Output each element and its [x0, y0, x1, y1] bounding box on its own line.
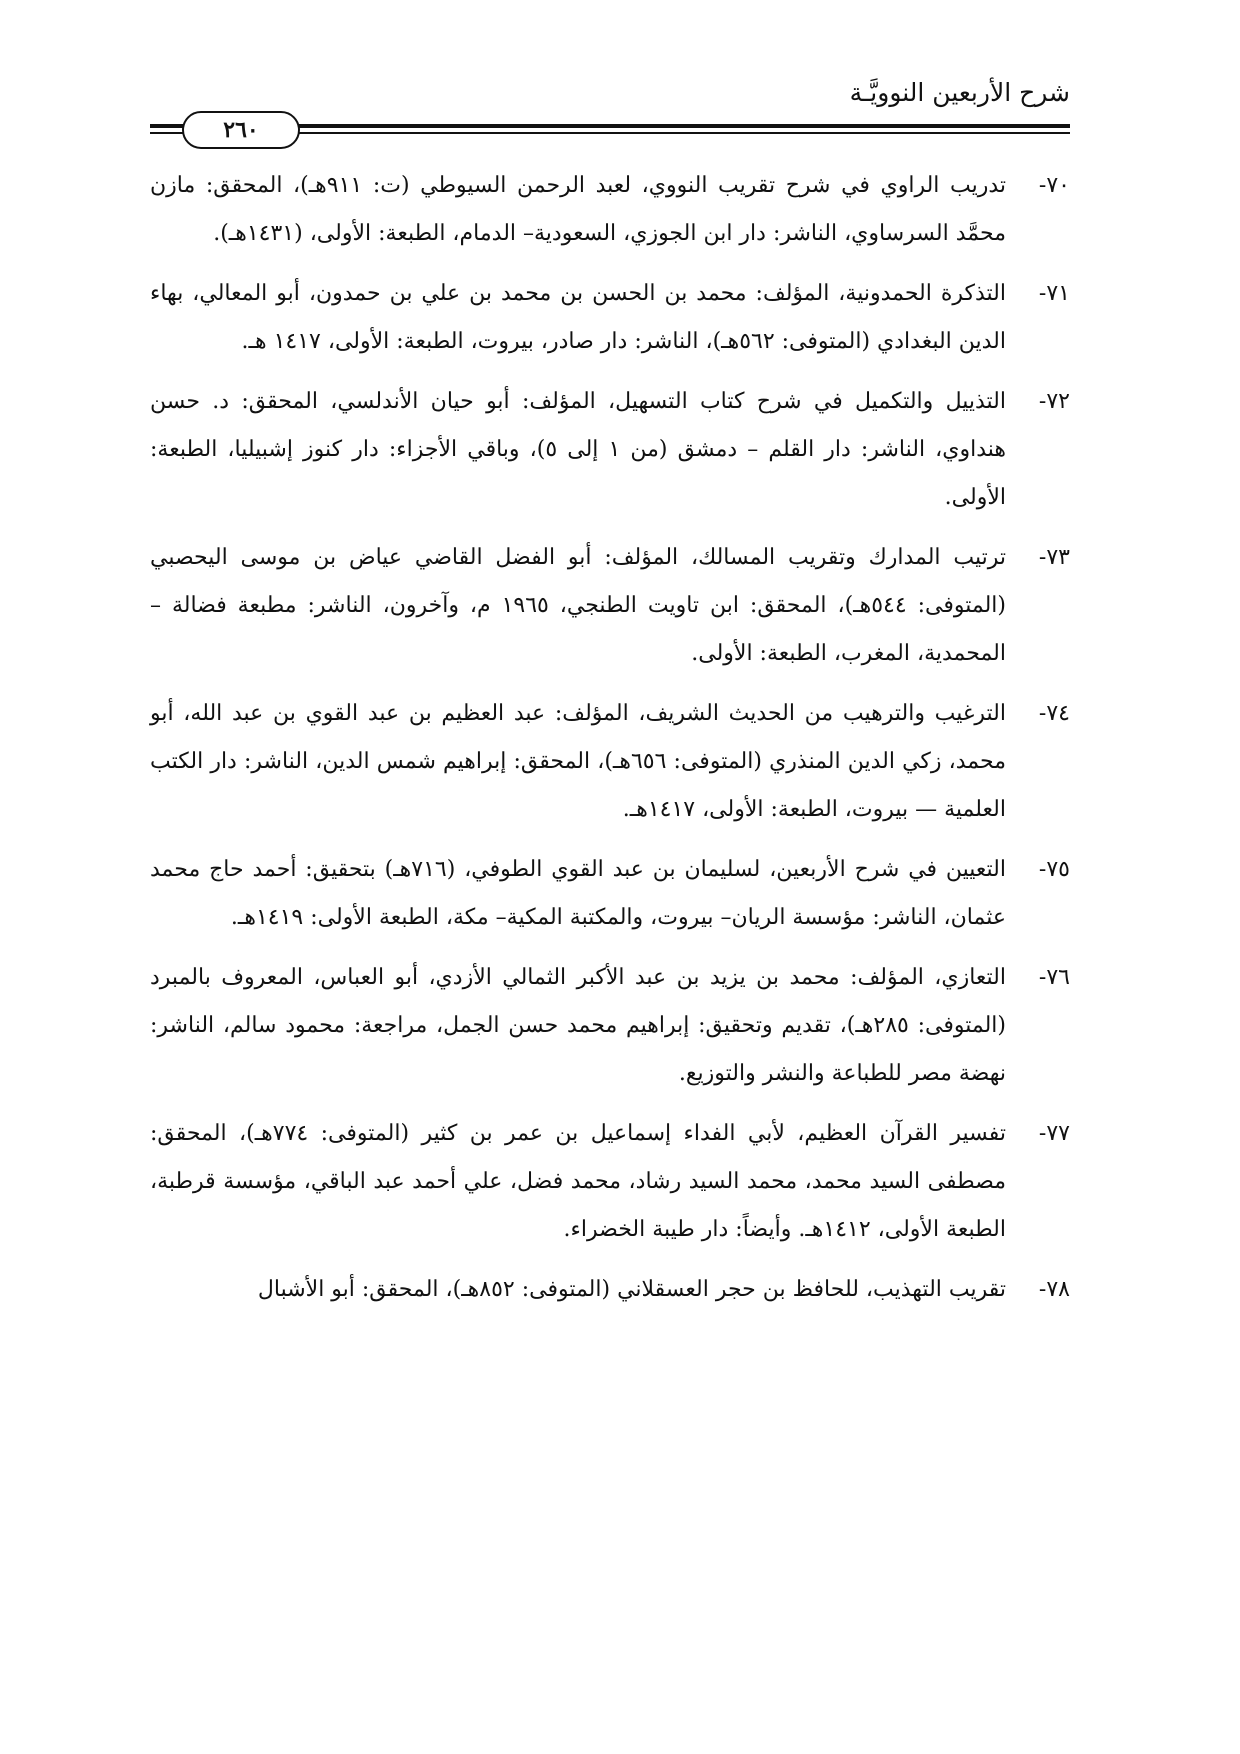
bibliography-entry [150, 1266, 1070, 1314]
entry-number: ٧٨- [1038, 1277, 1070, 1302]
entry-text: تفسير القرآن العظيم، لأبي الفداء إسماعيل بن عمر بن كثير (المتوفى: ٧٧٤هـ)، المحقق: مصطفى السيد محمد، محمد السيد رشاد، محمد فضل، علي أحمد عبد الباقي، مؤسسة قرطبة، الطبعة الأولى، ١٤١٢هـ. وأيضاً: دار طيبة الخضراء. [150, 1121, 1007, 1242]
entry-number: ٧٥- [1038, 857, 1070, 882]
entry-number: ٧٤- [1038, 701, 1070, 726]
running-title: شرح الأربعين النوويَّـة [849, 78, 1070, 107]
bibliography-entry [150, 270, 1070, 366]
entry-text: الترغيب والترهيب من الحديث الشريف، المؤلف: عبد العظيم بن عبد القوي بن عبد الله، أبو محمد، زكي الدين المنذري (المتوفى: ٦٥٦هـ)، المحقق: إبراهيم شمس الدين، الناشر: دار الكتب العلمية — بيروت، الطبعة: الأولى، ١٤١٧هـ. [150, 701, 1007, 822]
bibliography-entry [150, 954, 1070, 1098]
entry-text: التذكرة الحمدونية، المؤلف: محمد بن الحسن بن محمد بن علي بن حمدون، أبو المعالي، بهاء الدين البغدادي (المتوفى: ٥٦٢هـ)، الناشر: دار صادر، بيروت، الطبعة: الأولى، ١٤١٧ هـ. [150, 281, 1006, 354]
entry-number: ٧٦- [1038, 965, 1070, 990]
bibliography-entry [150, 162, 1070, 258]
entry-text: ترتيب المدارك وتقريب المسالك، المؤلف: أبو الفضل القاضي عياض بن موسى اليحصبي (المتوفى: ٥٤٤هـ)، المحقق: ابن تاويت الطنجي، ١٩٦٥ م، وآخرون، الناشر: مطبعة فضالة – المحمدية، المغرب، الطبعة: الأولى. [150, 545, 1006, 666]
entry-number: ٧٧- [1038, 1121, 1070, 1146]
entry-text: تقريب التهذيب، للحافظ بن حجر العسقلاني (المتوفى: ٨٥٢هـ)، المحقق: أبو الأشبال [257, 1277, 1006, 1302]
bibliography-entry [150, 534, 1070, 678]
page-number: ٢٦٠ [182, 111, 300, 149]
bibliography-entry [150, 1110, 1070, 1254]
entry-text: تدريب الراوي في شرح تقريب النووي، لعبد الرحمن السيوطي (ت: ٩١١هـ)، المحقق: مازن محمَّد السرساوي، الناشر: دار ابن الجوزي، السعودية– الدمام، الطبعة: الأولى، (١٤٣١هـ). [150, 173, 1007, 246]
entry-text: التعيين في شرح الأربعين، لسليمان بن عبد القوي الطوفي، (٧١٦هـ) بتحقيق: أحمد حاج محمد عثمان، الناشر: مؤسسة الريان– بيروت، والمكتبة المكية– مكة، الطبعة الأولى: ١٤١٩هـ. [150, 857, 1006, 930]
entry-number: ٧٣- [1038, 545, 1070, 570]
entry-number: ٧٢- [1038, 389, 1070, 414]
entry-text: التعازي، المؤلف: محمد بن يزيد بن عبد الأكبر الثمالي الأزدي، أبو العباس، المعروف بالمبرد (المتوفى: ٢٨٥هـ)، تقديم وتحقيق: إبراهيم محمد حسن الجمل، مراجعة: محمود سالم، الناشر: نهضة مصر للطباعة والنشر والتوزيع. [150, 965, 1006, 1086]
bibliography-entry [150, 846, 1070, 942]
bibliography-list [150, 162, 1070, 1326]
entry-number: ٧١- [1038, 281, 1070, 306]
entry-number: ٧٠- [1038, 173, 1070, 198]
bibliography-entry [150, 690, 1070, 834]
bibliography-entry [150, 378, 1070, 522]
entry-text: التذييل والتكميل في شرح كتاب التسهيل، المؤلف: أبو حيان الأندلسي، المحقق: د. حسن هنداوي، الناشر: دار القلم – دمشق (من ١ إلى ٥)، وباقي الأجزاء: دار كنوز إشبيليا، الطبعة: الأولى. [150, 389, 1007, 510]
